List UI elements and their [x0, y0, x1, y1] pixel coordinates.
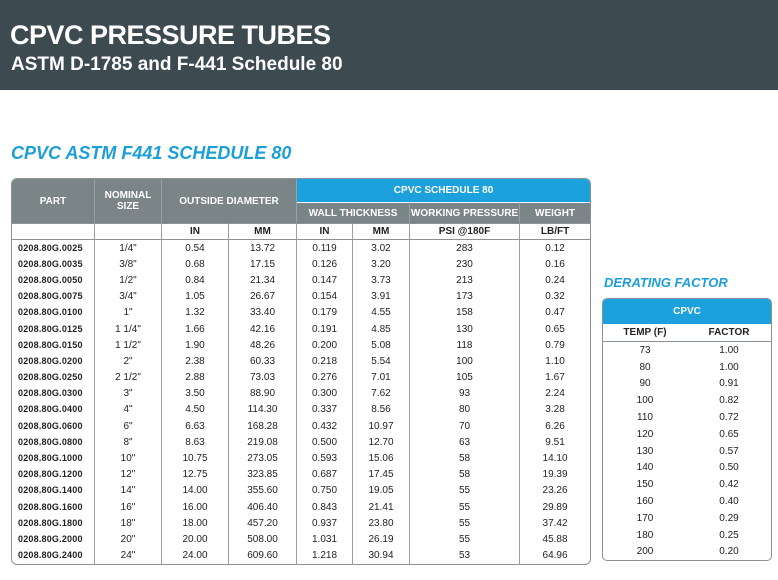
table-cell: 20": [95, 531, 162, 547]
derating-factor-cell: 1.00: [719, 344, 739, 356]
derating-temp-cell: 170: [636, 512, 654, 524]
part-number-cell: 0208.80G.0800: [12, 434, 95, 450]
table-cell: 0.126: [297, 256, 353, 272]
table-cell: 1.031: [297, 531, 353, 547]
table-row: [12, 337, 590, 353]
derating-temp-cell: 73: [639, 344, 651, 356]
derating-title: DERATING FACTOR: [604, 275, 728, 290]
table-cell: 1": [95, 305, 162, 321]
units-cell: IN: [162, 223, 229, 240]
table-cell: 17.45: [353, 467, 410, 483]
table-cell: 9.51: [545, 436, 565, 448]
part-number-cell: 0208.80G.0075: [12, 289, 95, 305]
derating-factor-cell: 0.29: [719, 512, 739, 524]
table-cell: 0.843: [297, 499, 353, 515]
derating-temp-cell: 180: [636, 529, 654, 541]
table-cell: 1.10: [545, 355, 565, 367]
table-row: [12, 289, 590, 305]
table-row: [12, 370, 590, 386]
table-cell: 19.05: [353, 483, 410, 499]
table-cell: 13.72: [229, 240, 297, 256]
table-cell: 0.154: [297, 289, 353, 305]
col-header-weight: WEIGHT: [520, 202, 590, 223]
table-row: [12, 483, 590, 499]
table-cell: 63: [410, 434, 520, 450]
table-cell: 1.218: [297, 548, 353, 564]
table-cell: 23.26: [542, 485, 568, 497]
units-cell: IN: [297, 223, 353, 240]
table-row: [12, 418, 590, 434]
table-cell: 1/2": [95, 272, 162, 288]
table-row: [12, 353, 590, 369]
table-cell: 0.84: [162, 272, 229, 288]
derating-temp-cell: 110: [637, 412, 653, 424]
derating-temp-cell: 90: [639, 378, 651, 390]
table-cell: 12.70: [353, 434, 410, 450]
derating-row: [603, 426, 771, 443]
table-cell: 118: [410, 337, 520, 353]
table-cell: 273.05: [229, 450, 297, 466]
table-cell: 16.00: [162, 499, 229, 515]
table-cell: 0.32: [545, 291, 565, 303]
table-cell: 0.200: [297, 337, 353, 353]
table-cell: 1.90: [162, 337, 229, 353]
table-cell: 2": [95, 353, 162, 369]
derating-temp-cell: 200: [636, 546, 654, 558]
table-cell: 42.16: [229, 321, 297, 337]
col-header-wall-thickness: WALL THICKNESS: [297, 202, 410, 223]
table-cell: 53: [410, 548, 520, 564]
table-cell: 1 1/4": [95, 321, 162, 337]
table-cell: 73.03: [229, 370, 297, 386]
table-cell: 24": [95, 548, 162, 564]
table-cell: 80: [410, 402, 520, 418]
table-cell: 158: [410, 305, 520, 321]
table-cell: 4.85: [353, 321, 410, 337]
derating-temp-cell: 150: [636, 479, 654, 491]
table-cell: 0.432: [297, 418, 353, 434]
table-cell: 0.79: [545, 339, 565, 351]
table-cell: 3/4": [95, 289, 162, 305]
table-cell: 26.67: [229, 289, 297, 305]
table-cell: 3/8": [95, 256, 162, 272]
table-cell: 33.40: [229, 305, 297, 321]
derating-factor-cell: 0.65: [719, 428, 739, 440]
derating-factor-cell: 0.57: [719, 445, 739, 457]
table-cell: 64.96: [542, 550, 568, 562]
table-row: [12, 402, 590, 418]
table-cell: 55: [410, 483, 520, 499]
table-cell: 24.00: [162, 548, 229, 564]
table-cell: 7.62: [353, 386, 410, 402]
table-cell: 4": [95, 402, 162, 418]
table-cell: 20.00: [162, 531, 229, 547]
table-row: [12, 240, 590, 256]
derating-row: [603, 359, 771, 376]
units-cell-blank: [95, 223, 162, 240]
part-number-cell: 0208.80G.1000: [12, 450, 95, 466]
table-cell: 6.63: [162, 418, 229, 434]
table-cell: 508.00: [229, 531, 297, 547]
table-cell: 70: [410, 418, 520, 434]
table-cell: 19.39: [542, 469, 568, 481]
derating-col-temp: TEMP (F): [603, 324, 687, 342]
table-cell: 7.01: [353, 370, 410, 386]
table-cell: 45.88: [542, 533, 568, 545]
table-cell: 60.33: [229, 353, 297, 369]
part-number-cell: 0208.80G.0200: [12, 353, 95, 369]
table-cell: 58: [410, 450, 520, 466]
derating-factor-cell: 0.40: [719, 496, 739, 508]
part-number-cell: 0208.80G.0250: [12, 370, 95, 386]
table-cell: 2 1/2": [95, 370, 162, 386]
derating-factor-cell: 0.91: [719, 378, 739, 390]
table-cell: 2.24: [545, 388, 565, 400]
table-cell: 18": [95, 515, 162, 531]
table-cell: 105: [410, 370, 520, 386]
derating-row: [603, 443, 771, 460]
part-number-cell: 0208.80G.0025: [12, 240, 95, 256]
table-cell: 5.54: [353, 353, 410, 369]
table-cell: 609.60: [229, 548, 297, 564]
table-cell: 406.40: [229, 499, 297, 515]
table-row: [12, 272, 590, 288]
table-cell: 10.75: [162, 450, 229, 466]
part-number-cell: 0208.80G.0600: [12, 418, 95, 434]
col-header-working-pressure: WORKING PRESSURE: [410, 202, 520, 223]
table-cell: 2.38: [162, 353, 229, 369]
table-row: [12, 548, 590, 564]
table-row: [12, 386, 590, 402]
table-cell: 173: [410, 289, 520, 305]
col-header-part: PART: [12, 179, 95, 223]
table-cell: 0.119: [297, 240, 353, 256]
table-cell: 219.08: [229, 434, 297, 450]
table-cell: 1.32: [162, 305, 229, 321]
table-cell: 12": [95, 467, 162, 483]
table-row: [12, 321, 590, 337]
table-cell: 17.15: [229, 256, 297, 272]
section-title: CPVC ASTM F441 SCHEDULE 80: [11, 143, 292, 163]
table-cell: 26.19: [353, 531, 410, 547]
table-row: [12, 467, 590, 483]
table-cell: 14.00: [162, 483, 229, 499]
table-cell: 0.47: [545, 307, 565, 319]
table-cell: 14.10: [542, 453, 568, 465]
part-number-cell: 0208.80G.0150: [12, 337, 95, 353]
derating-factor-cell: 0.42: [719, 479, 739, 491]
table-cell: 0.750: [297, 483, 353, 499]
table-cell: 14": [95, 483, 162, 499]
table-cell: 5.08: [353, 337, 410, 353]
table-cell: 0.300: [297, 386, 353, 402]
table-cell: 1 1/2": [95, 337, 162, 353]
part-number-cell: 0208.80G.0400: [12, 402, 95, 418]
table-cell: 3.91: [353, 289, 410, 305]
part-number-cell: 0208.80G.1400: [12, 483, 95, 499]
table-cell: 114.30: [229, 402, 297, 418]
units-row: [12, 223, 590, 240]
derating-row: [603, 376, 771, 393]
table-cell: 3.20: [353, 256, 410, 272]
derating-temp-cell: 100: [636, 395, 654, 407]
table-cell: 0.179: [297, 305, 353, 321]
derating-row: [603, 493, 771, 510]
table-cell: 55: [410, 499, 520, 515]
part-number-cell: 0208.80G.2000: [12, 531, 95, 547]
table-cell: 0.191: [297, 321, 353, 337]
part-number-cell: 0208.80G.1600: [12, 499, 95, 515]
table-cell: 3": [95, 386, 162, 402]
table-cell: 230: [410, 256, 520, 272]
table-cell: 4.55: [353, 305, 410, 321]
table-row: [12, 450, 590, 466]
table-cell: 3.50: [162, 386, 229, 402]
schedule-80-table: [11, 178, 591, 565]
table-cell: 0.68: [162, 256, 229, 272]
col-header-outside-diameter: OUTSIDE DIAMETER: [162, 179, 297, 223]
table-cell: 283: [410, 240, 520, 256]
derating-factor-cell: 0.20: [719, 546, 739, 558]
table-cell: 21.41: [353, 499, 410, 515]
units-cell: PSI @180F: [410, 223, 520, 240]
derating-row: [603, 476, 771, 493]
derating-table-body: [603, 342, 771, 560]
table-row: [12, 499, 590, 515]
part-number-cell: 0208.80G.0035: [12, 256, 95, 272]
table-cell: 10": [95, 450, 162, 466]
derating-group-header: CPVC: [603, 299, 771, 324]
table-cell: 18.00: [162, 515, 229, 531]
table-cell: 6": [95, 418, 162, 434]
table-cell: 0.218: [297, 353, 353, 369]
table-cell: 0.54: [162, 240, 229, 256]
derating-temp-cell: 140: [636, 462, 654, 474]
derating-row: [603, 510, 771, 527]
table-row: [12, 305, 590, 321]
table-cell: 355.60: [229, 483, 297, 499]
derating-temp-cell: 160: [636, 496, 654, 508]
table-cell: 3.02: [353, 240, 410, 256]
table-cell: 168.28: [229, 418, 297, 434]
table-cell: 0.24: [545, 274, 565, 286]
part-number-cell: 0208.80G.0125: [12, 321, 95, 337]
derating-temp-cell: 130: [636, 445, 654, 457]
table-cell: 55: [410, 515, 520, 531]
units-cell: LB/FT: [520, 223, 590, 240]
table-cell: 457.20: [229, 515, 297, 531]
table-cell: 15.06: [353, 450, 410, 466]
table-cell: 130: [410, 321, 520, 337]
table-cell: 30.94: [353, 548, 410, 564]
table-cell: 0.337: [297, 402, 353, 418]
table-cell: 2.88: [162, 370, 229, 386]
derating-row: [603, 527, 771, 544]
part-number-cell: 0208.80G.0050: [12, 272, 95, 288]
page-title: CPVC PRESSURE TUBES: [10, 20, 331, 50]
schedule-80-table-body: [12, 240, 590, 564]
table-cell: 3.28: [545, 404, 565, 416]
part-number-cell: 0208.80G.0300: [12, 386, 95, 402]
table-cell: 0.147: [297, 272, 353, 288]
table-cell: 16": [95, 499, 162, 515]
table-cell: 0.687: [297, 467, 353, 483]
table-cell: 23.80: [353, 515, 410, 531]
table-cell: 21.34: [229, 272, 297, 288]
units-cell-blank: [12, 223, 95, 240]
table-cell: 0.937: [297, 515, 353, 531]
derating-table: [602, 298, 772, 561]
col-header-nominal-size: NOMINAL SIZE: [95, 179, 162, 223]
part-number-cell: 0208.80G.1800: [12, 515, 95, 531]
table-cell: 1.05: [162, 289, 229, 305]
table-cell: 55: [410, 531, 520, 547]
table-row: [12, 531, 590, 547]
page-header: [0, 0, 778, 90]
derating-col-factor: FACTOR: [687, 324, 771, 342]
table-cell: 58: [410, 467, 520, 483]
table-cell: 3.73: [353, 272, 410, 288]
table-cell: 0.593: [297, 450, 353, 466]
derating-row: [603, 460, 771, 477]
table-cell: 48.26: [229, 337, 297, 353]
derating-factor-cell: 0.82: [719, 395, 739, 407]
table-cell: 93: [410, 386, 520, 402]
table-cell: 10.97: [353, 418, 410, 434]
table-cell: 8.56: [353, 402, 410, 418]
table-cell: 1/4": [95, 240, 162, 256]
derating-row: [603, 409, 771, 426]
table-cell: 323.85: [229, 467, 297, 483]
table-cell: 100: [410, 353, 520, 369]
page-subtitle: ASTM D-1785 and F-441 Schedule 80: [11, 54, 343, 75]
table-cell: 1.67: [545, 372, 565, 384]
table-cell: 4.50: [162, 402, 229, 418]
derating-row: [603, 544, 771, 561]
table-cell: 6.26: [545, 420, 565, 432]
table-cell: 8": [95, 434, 162, 450]
table-cell: 0.65: [545, 323, 565, 335]
part-number-cell: 0208.80G.0100: [12, 305, 95, 321]
units-cell: MM: [353, 223, 410, 240]
table-cell: 0.16: [545, 258, 565, 270]
table-cell: 8.63: [162, 434, 229, 450]
table-cell: 29.89: [542, 501, 568, 513]
table-row: [12, 256, 590, 272]
derating-factor-cell: 0.50: [719, 462, 739, 474]
table-cell: 0.500: [297, 434, 353, 450]
derating-factor-cell: 0.25: [719, 529, 739, 541]
table-row: [12, 515, 590, 531]
table-cell: 0.12: [545, 242, 565, 254]
part-number-cell: 0208.80G.1200: [12, 467, 95, 483]
derating-row: [603, 392, 771, 409]
part-number-cell: 0208.80G.2400: [12, 548, 95, 564]
table-cell: 37.42: [542, 517, 568, 529]
derating-temp-cell: 120: [636, 428, 654, 440]
derating-factor-cell: 0.72: [719, 412, 739, 424]
derating-row: [603, 342, 771, 359]
table-cell: 12.75: [162, 467, 229, 483]
group-header-cpvc-schedule-80: CPVC SCHEDULE 80: [297, 179, 590, 202]
units-cell: MM: [229, 223, 297, 240]
table-cell: 88.90: [229, 386, 297, 402]
table-cell: 0.276: [297, 370, 353, 386]
derating-temp-cell: 80: [639, 361, 651, 373]
derating-factor-cell: 1.00: [719, 361, 739, 373]
table-cell: 1.66: [162, 321, 229, 337]
table-row: [12, 434, 590, 450]
table-cell: 213: [410, 272, 520, 288]
